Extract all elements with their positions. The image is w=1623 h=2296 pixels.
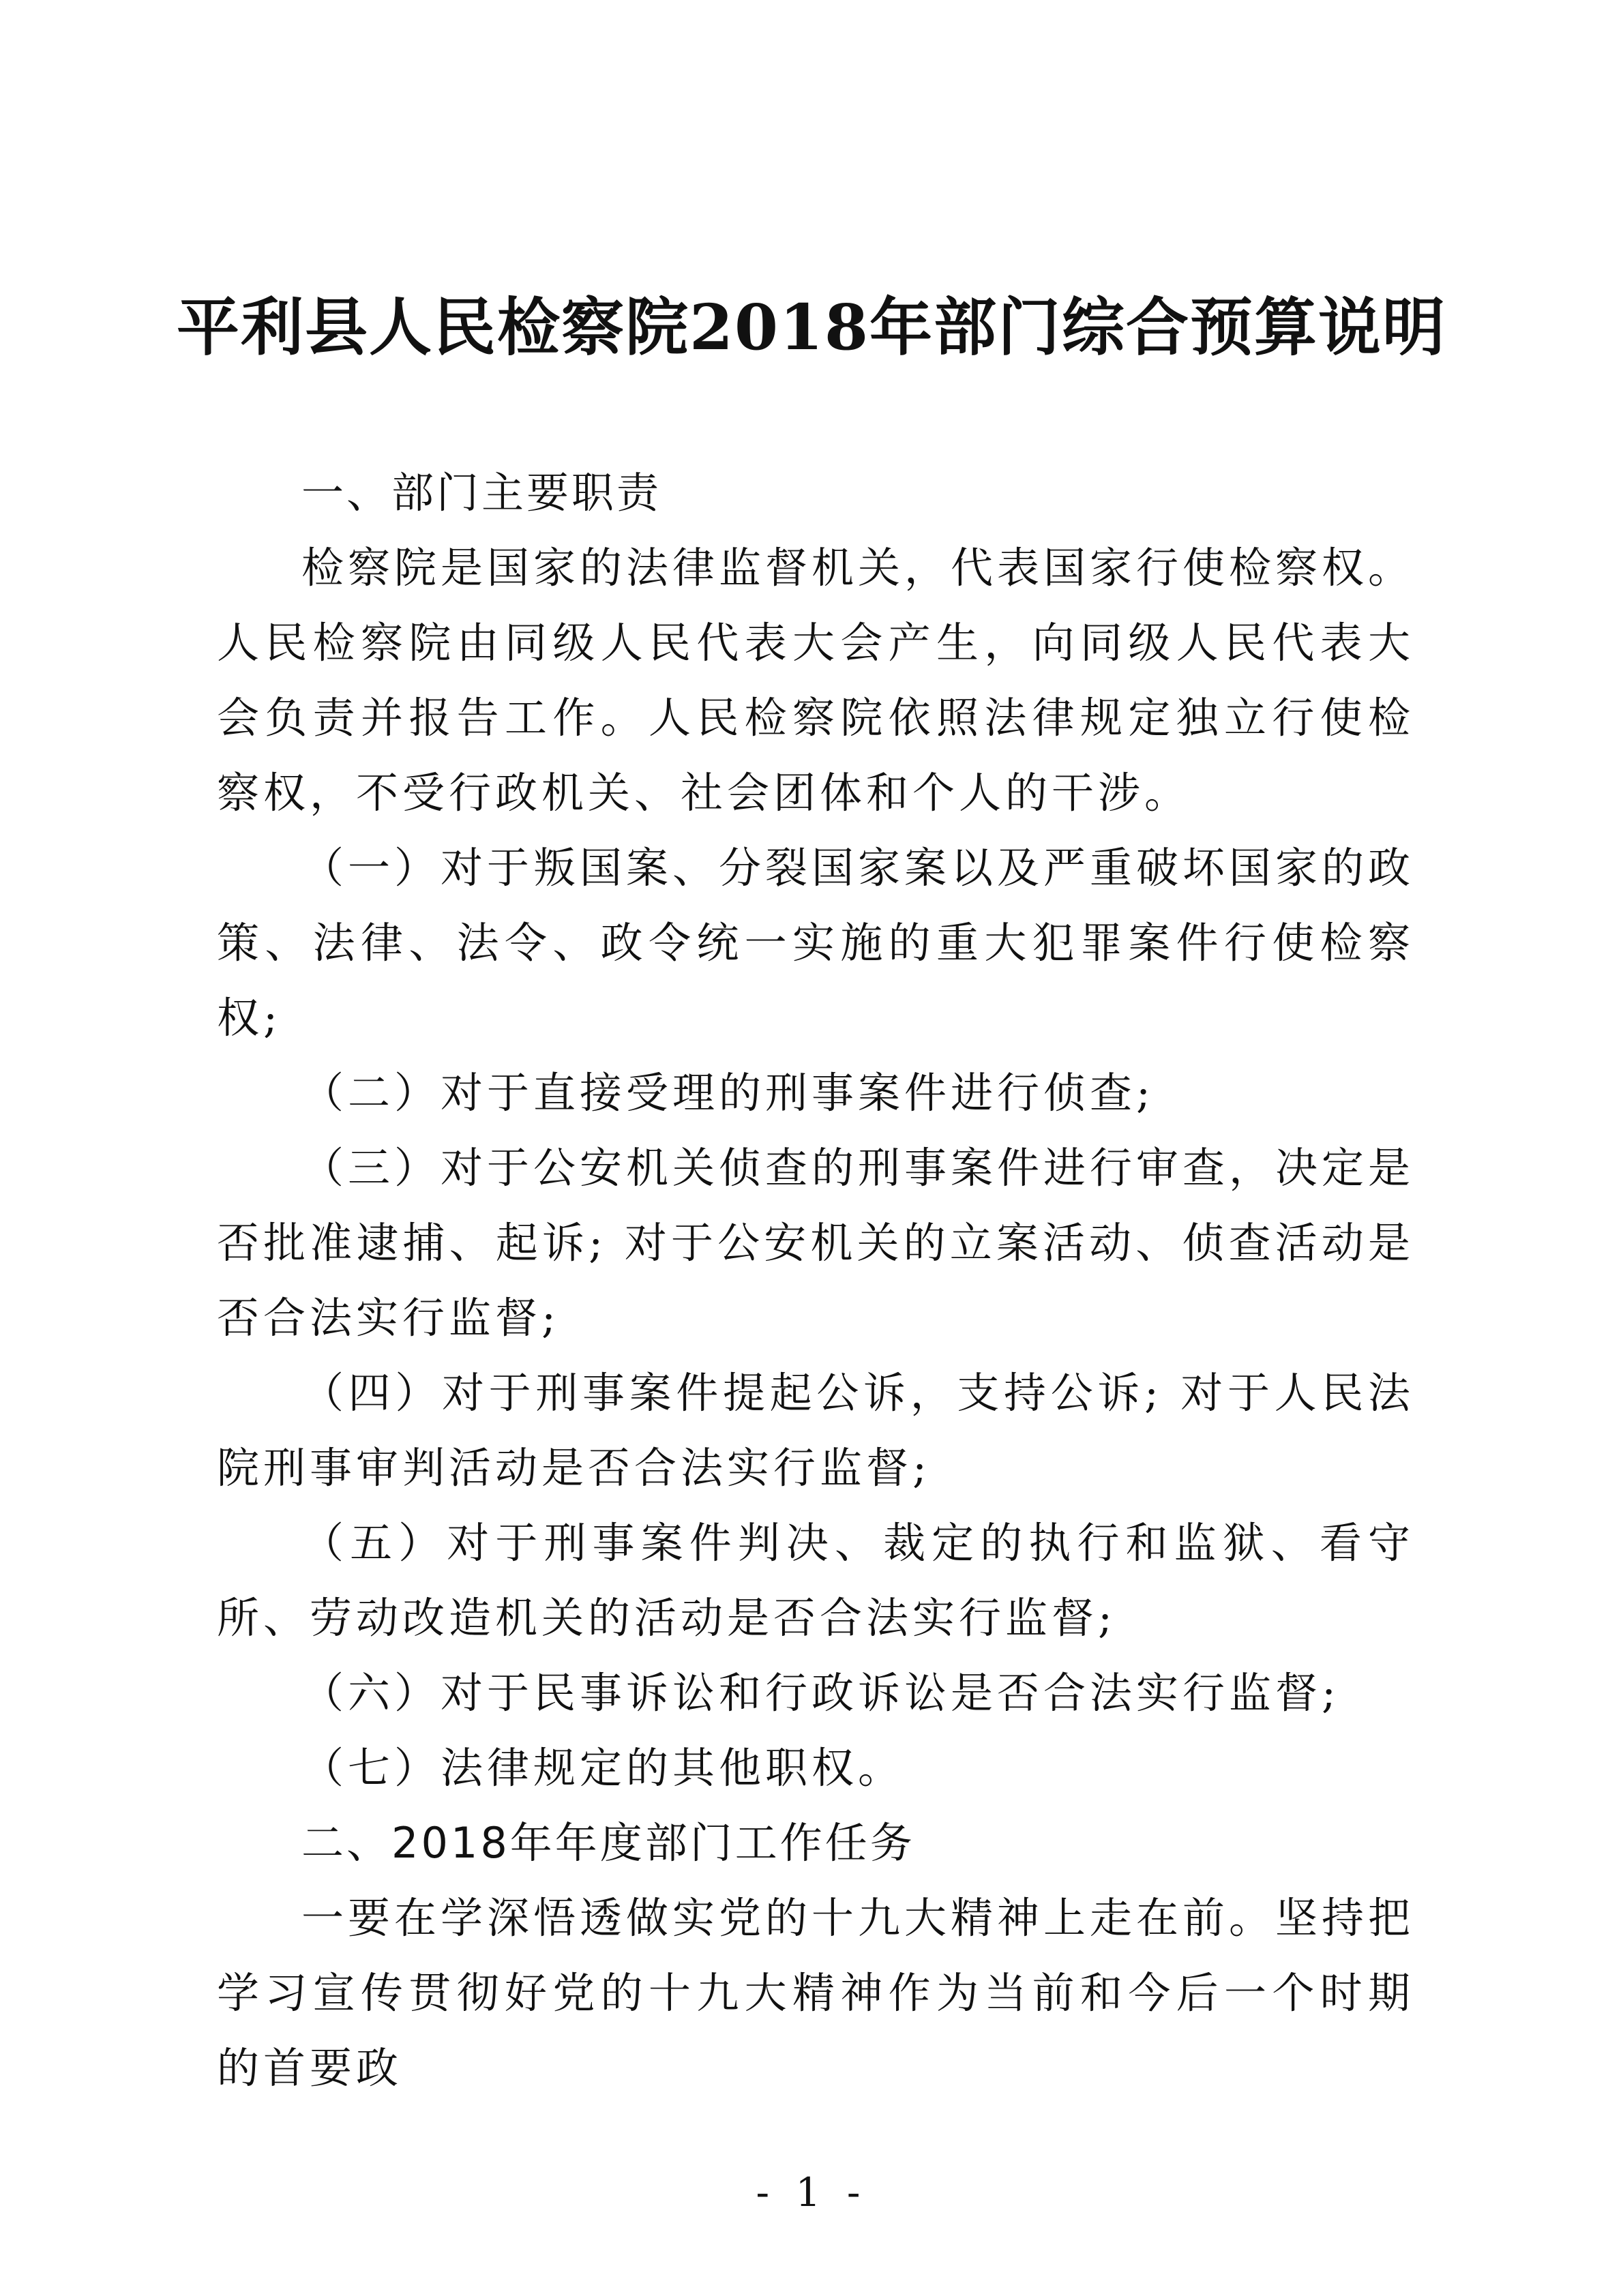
section-heading: 一、部门主要职责: [301, 468, 662, 518]
body-paragraph: （六）对于民事诉讼和行政诉讼是否合法实行监督;: [301, 1668, 1340, 1718]
document-title: 平利县人民检察院2018年部门综合预算说明: [176, 290, 1447, 364]
body-paragraph: （四）对于刑事案件提起公诉，支持公诉; 对于人民法院刑事审判活动是否合法实行监督;: [217, 1368, 1414, 1493]
page-number: - 1 -: [756, 2169, 867, 2216]
body-paragraph: 一要在学深悟透做实党的十九大精神上走在前。坚持把学习宣传贯彻好党的十九大精神作为当前和今后一个时期的首要政: [217, 1893, 1415, 2093]
body-paragraph: （七）法律规定的其他职权。: [301, 1743, 905, 1793]
body-paragraph: （二）对于直接受理的刑事案件进行侦查;: [301, 1068, 1155, 1118]
body-paragraph: （五）对于刑事案件判决、裁定的执行和监狱、看守所、劳动改造机关的活动是否合法实行监督;: [217, 1518, 1414, 1643]
body-paragraph: （一）对于叛国案、分裂国家案以及严重破坏国家的政策、法律、法令、政令统一实施的重大犯罪案件行使检察权;: [217, 843, 1415, 1043]
body-paragraph: 检察院是国家的法律监督机关，代表国家行使检察权。人民检察院由同级人民代表大会产生，向同级人民代表大会负责并报告工作。人民检察院依照法律规定独立行使检察权，不受行政机关、社会团体和个人的干涉。: [217, 543, 1415, 818]
body-paragraph: （三）对于公安机关侦查的刑事案件进行审查，决定是否批准逮捕、起诉; 对于公安机关的立案活动、侦查活动是否合法实行监督;: [217, 1143, 1415, 1343]
document-body: [217, 456, 1414, 2106]
section-heading: 二、2018年年度部门工作任务: [301, 1818, 915, 1868]
